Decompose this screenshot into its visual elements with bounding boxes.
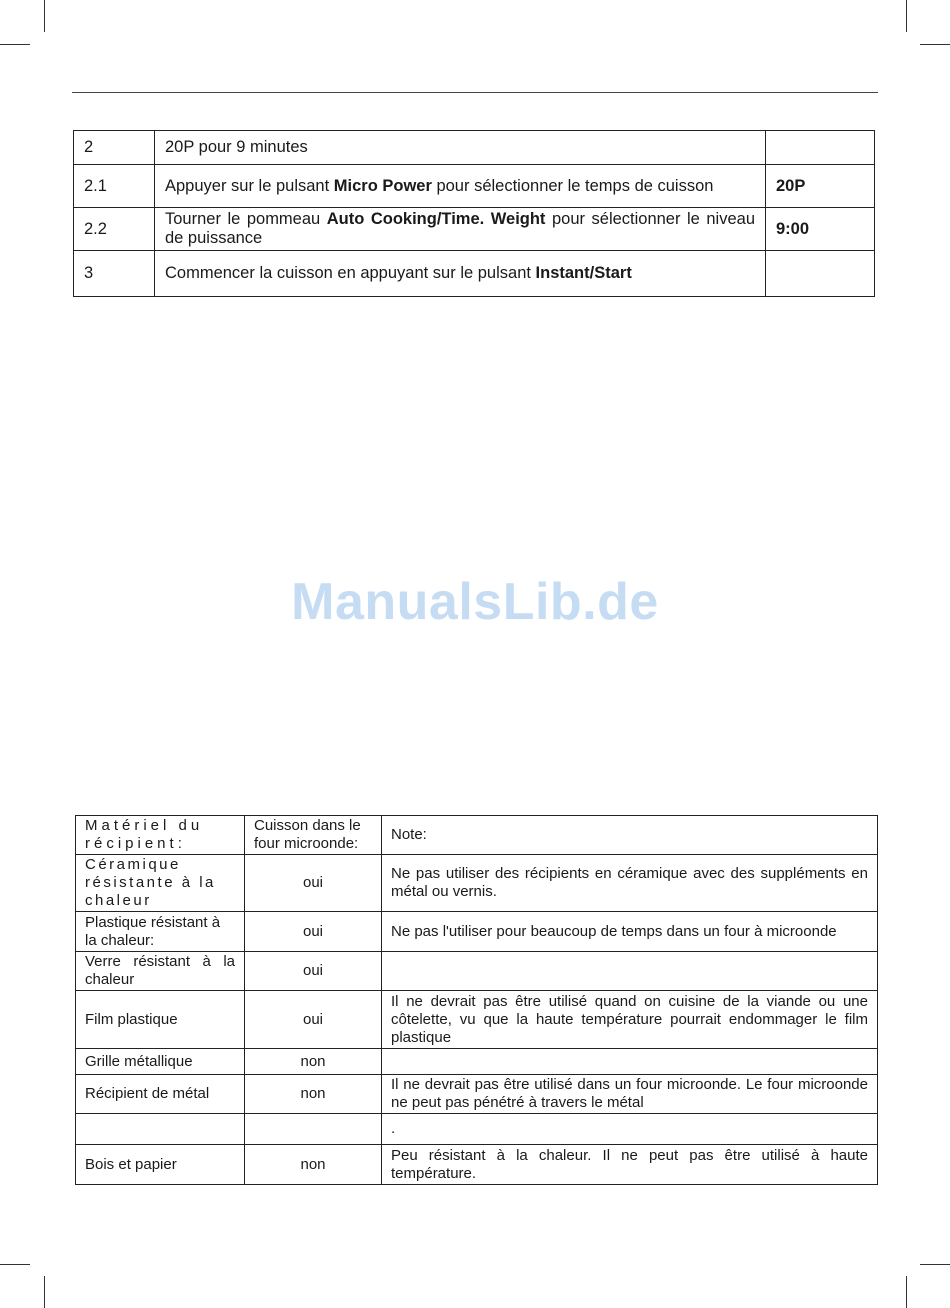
step-instruction [155, 208, 766, 251]
instruction-text: Commencer la cuisson en appuyant sur le pulsant [165, 264, 536, 282]
step-instruction [155, 251, 766, 297]
step-number: 2.1 [74, 165, 155, 208]
material-cell [76, 855, 245, 912]
cooking-cell: non [245, 1145, 382, 1185]
header-rule [72, 92, 878, 93]
step-instruction [155, 131, 766, 165]
note-cell: . [382, 1114, 878, 1145]
note-cell: Il ne devrait pas être utilisé dans un four microonde. Le four microonde ne peut pas pénétré à travers le métal [382, 1075, 878, 1114]
crop-mark-top-right-v [906, 0, 907, 32]
crop-mark-top-right-h [920, 44, 950, 45]
table-row [74, 208, 875, 251]
cooking-cell: non [245, 1049, 382, 1075]
cooking-cell: non [245, 1075, 382, 1114]
step-display-value: 9:00 [766, 208, 875, 251]
instruction-text: 20P pour 9 minutes [165, 138, 308, 156]
crop-mark-bottom-right-v [906, 1276, 907, 1308]
material-cell [76, 1114, 245, 1145]
table-row [76, 952, 878, 991]
crop-mark-bottom-left-v [44, 1276, 45, 1308]
note-cell: Il ne devrait pas être utilisé quand on cuisine de la viande ou une côtelette, vu que la haute température pourrait endommager le film plastique [382, 991, 878, 1049]
step-display-value: 20P [766, 165, 875, 208]
step-instruction [155, 165, 766, 208]
note-cell [382, 952, 878, 991]
cooking-cell: oui [245, 912, 382, 952]
instruction-text: pour sélectionner le niveau de puissance [165, 210, 755, 247]
note-cell: Ne pas l'utiliser pour beaucoup de temps dans un four à microonde [382, 912, 878, 952]
crop-mark-top-left-h [0, 44, 30, 45]
crop-mark-bottom-left-h [0, 1264, 30, 1265]
steps-table [73, 130, 875, 297]
header-text: Matériel du récipient: [85, 817, 204, 852]
step-number: 3 [74, 251, 155, 297]
note-cell: Peu résistant à la chaleur. Il ne peut pas être utilisé à haute température. [382, 1145, 878, 1185]
material-cell: Verre résistant à la chaleur [76, 952, 245, 991]
material-cell: Film plastique [76, 991, 245, 1049]
cooking-cell: oui [245, 991, 382, 1049]
note-cell: Ne pas utiliser des récipients en céramique avec des suppléments en métal ou vernis. [382, 855, 878, 912]
step-number: 2 [74, 131, 155, 165]
table-row [76, 1075, 878, 1114]
header-note: Note: [382, 816, 878, 855]
materials-table [75, 815, 878, 1185]
table-row [74, 251, 875, 297]
crop-mark-top-left-v [44, 0, 45, 32]
table-row [76, 1145, 878, 1185]
table-row [76, 912, 878, 952]
cooking-cell: oui [245, 952, 382, 991]
instruction-text: pour sélectionner le temps de cuisson [431, 176, 714, 195]
material-cell: Récipient de métal [76, 1075, 245, 1114]
header-material [76, 816, 245, 855]
table-row [76, 855, 878, 912]
instruction-text: Tourner le pommeau [165, 210, 327, 228]
instruction-text: Appuyer sur le pulsant [165, 176, 334, 195]
table-row [74, 165, 875, 208]
step-display-value [766, 131, 875, 165]
button-name: Auto Cooking/Time. Weight [326, 210, 546, 228]
watermark: ManualsLib.de [291, 573, 659, 631]
step-number: 2.2 [74, 208, 155, 251]
cooking-cell [245, 1114, 382, 1145]
material-cell: Grille métallique [76, 1049, 245, 1075]
header-cooking: Cuisson dans le four microonde: [245, 816, 382, 855]
cooking-cell: oui [245, 855, 382, 912]
table-row [74, 131, 875, 165]
note-cell [382, 1049, 878, 1075]
step-display-value [766, 251, 875, 297]
table-row [76, 991, 878, 1049]
table-row [76, 1114, 878, 1145]
table-row [76, 1049, 878, 1075]
crop-mark-bottom-right-h [920, 1264, 950, 1265]
button-name: Micro Power [333, 176, 432, 195]
material-cell: Plastique résistant à la chaleur: [76, 912, 245, 952]
material-cell: Bois et papier [76, 1145, 245, 1185]
table-header-row [76, 816, 878, 855]
material-text: Céramique résistante à la chaleur [85, 856, 216, 909]
button-name: Instant/Start [535, 264, 632, 282]
